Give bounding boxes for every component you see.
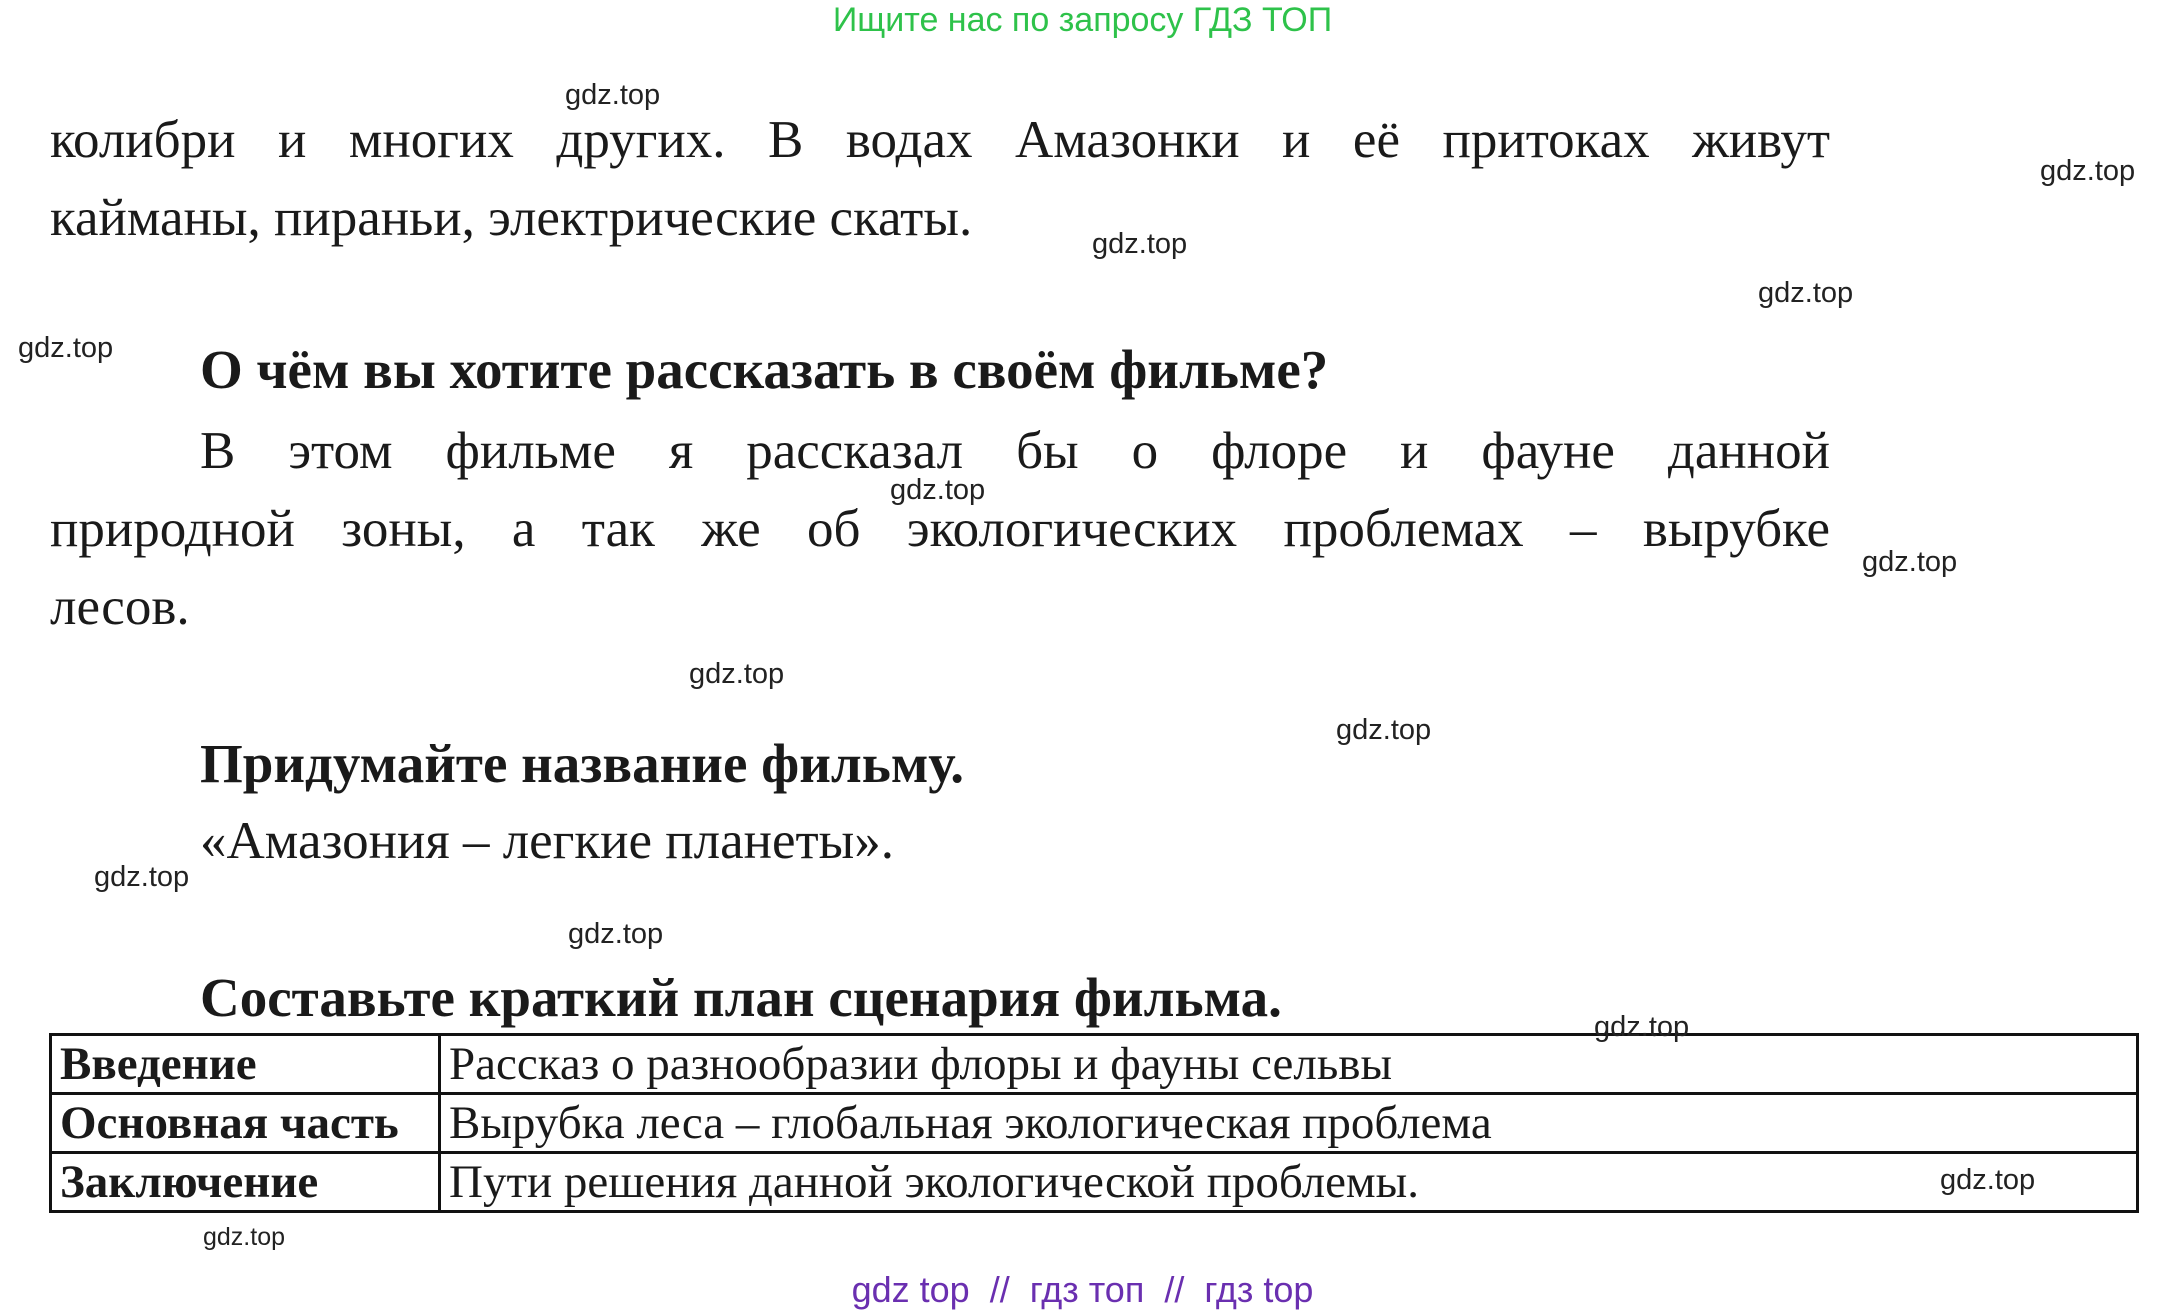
answer-line-1: В этом фильме я рассказал бы о флоре и фауне данной [200, 422, 1830, 480]
plan-section-label: Заключение [51, 1153, 440, 1212]
table-row [51, 1153, 2138, 1212]
search-hint-banner: Ищите нас по запросу ГДЗ ТОП [832, 1, 1333, 39]
plan-section-label: Введение [51, 1035, 440, 1094]
film-plan-table [49, 1033, 2139, 1213]
watermark: gdz.top [2040, 155, 2136, 187]
answer-film-title: «Амазония – легкие планеты». [200, 812, 895, 870]
watermark: gdz.top [1862, 546, 1958, 578]
intro-paragraph [50, 101, 1830, 257]
watermark: gdz.top [1940, 1164, 2036, 1196]
watermark: gdz.top [203, 1223, 286, 1251]
answer-paragraph-film-topic [50, 412, 1830, 646]
intro-line-1: колибри и многих других. В водах Амазонки и её притоках живут [50, 111, 1830, 169]
plan-section-label: Основная часть [51, 1094, 440, 1153]
question-heading-film-title: Придумайте название фильму. [200, 733, 965, 794]
watermark: gdz.top [568, 918, 664, 950]
watermark: gdz.top [689, 658, 785, 690]
watermark: gdz.top [1092, 228, 1188, 260]
answer-line-3: лесов. [50, 578, 190, 636]
watermark: gdz.top [1336, 714, 1432, 746]
plan-section-text: Пути решения данной экологической проблемы. [440, 1153, 2138, 1212]
watermark: gdz.top [1758, 277, 1854, 309]
watermark: gdz.top [1594, 1011, 1690, 1043]
plan-section-text: Вырубка леса – глобальная экологическая проблема [440, 1094, 2138, 1153]
site-tags-banner: gdz top // гдз топ // гдз top [851, 1269, 1314, 1310]
plan-section-text: Рассказ о разнообразии флоры и фауны сельвы [440, 1035, 2138, 1094]
watermark: gdz.top [18, 332, 114, 364]
watermark: gdz.top [94, 861, 190, 893]
answer-line-2: природной зоны, а так же об экологических проблемах – вырубке [50, 500, 1830, 558]
watermark: gdz.top [565, 79, 661, 111]
table-row [51, 1035, 2138, 1094]
intro-line-2: кайманы, пираньи, электрические скаты. [50, 189, 973, 247]
table-row [51, 1094, 2138, 1153]
watermark: gdz.top [890, 474, 986, 506]
question-heading-film-topic: О чём вы хотите рассказать в своём фильме? [200, 339, 1329, 400]
question-heading-film-plan: Составьте краткий план сценария фильма. [200, 967, 1282, 1028]
